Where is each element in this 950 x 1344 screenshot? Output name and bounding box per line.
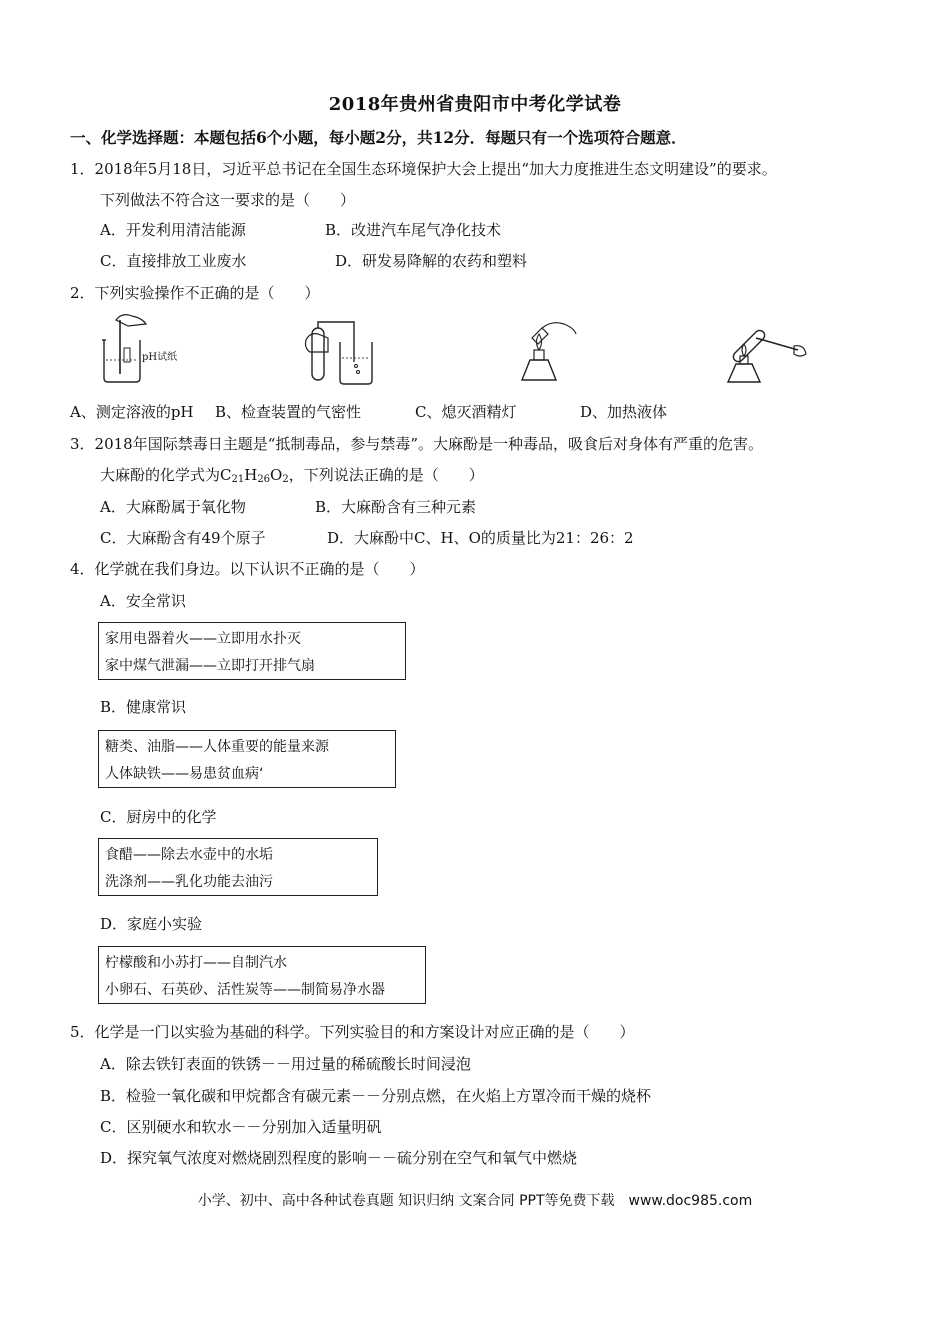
airtightness-figure <box>300 318 380 386</box>
q2-option-b: B、检查装置的气密性 <box>215 403 362 421</box>
section-heading: 一、化学选择题：本题包括6个小题，每小题2分，共12分．每题只有一个选项符合题意． <box>70 128 687 147</box>
q1-stem: 1．2018年5月18日，习近平总书记在全国生态环境保护大会上提出“加大力度推进生态文明建设”的要求。 <box>70 160 777 178</box>
formula-o: O <box>270 466 283 484</box>
q4-option-a: A．安全常识 <box>100 592 186 610</box>
q4-option-d: D．家庭小实验 <box>100 915 203 933</box>
q5-option-b: B．检验一氧化碳和甲烷都含有碳元素－－分别点燃，在火焰上方罩冷而干燥的烧杯 <box>100 1087 652 1105</box>
q1-option-c: C．直接排放工业废水 <box>100 252 247 270</box>
q1-stem-2: 下列做法不符合这一要求的是（ ） <box>100 191 356 209</box>
q1-option-b: B．改进汽车尾气净化技术 <box>325 221 502 239</box>
q3-formula-pre: 大麻酚的化学式为C <box>100 466 232 484</box>
q4-box-b-line-2: 人体缺铁——易患贫血病‘ <box>105 766 264 782</box>
q3-stem-2 <box>100 464 484 485</box>
q4-box-b <box>98 730 396 788</box>
q4-box-a-line-1: 家用电器着火——立即用水扑灭 <box>105 631 301 647</box>
q4-box-d <box>98 946 426 1004</box>
q4-box-a <box>98 622 406 680</box>
formula-sub-h: 26 <box>257 474 271 485</box>
q5-option-a: A．除去铁钉表面的铁锈－－用过量的稀硫酸长时间浸泡 <box>100 1055 471 1073</box>
q4-box-c <box>98 838 378 896</box>
q2-option-d: D、加热液体 <box>580 403 668 421</box>
q1-option-d: D．研发易降解的农药和塑料 <box>335 252 528 270</box>
q4-option-c: C．厨房中的化学 <box>100 808 217 826</box>
q3-option-c: C．大麻酚含有49个原子 <box>100 529 266 547</box>
ph-paper-label: pH试纸 <box>142 352 178 363</box>
q3-option-a: A．大麻酚属于氧化物 <box>100 498 246 516</box>
q4-box-d-line-1: 柠檬酸和小苏打——自制汽水 <box>105 955 287 971</box>
q4-box-c-line-1: 食醋——除去水壶中的水垢 <box>105 847 273 863</box>
heating-liquid-figure <box>720 314 810 386</box>
q4-box-a-line-2: 家中煤气泄漏——立即打开排气扇 <box>105 658 315 674</box>
q4-box-b-line-1: 糖类、油脂——人体重要的能量来源 <box>105 739 329 755</box>
alcohol-lamp-figure <box>512 316 582 384</box>
q5-option-d: D．探究氧气浓度对燃烧剧烈程度的影响－－硫分别在空气和氧气中燃烧 <box>100 1149 578 1167</box>
page-footer: 小学、初中、高中各种试卷真题 知识归纳 文案合同 PPT等免费下载 www.doc985.com <box>197 1193 753 1209</box>
q1-option-a: A．开发利用清洁能源 <box>100 221 246 239</box>
q4-box-c-line-2: 洗涤剂——乳化功能去油污 <box>105 874 273 890</box>
formula-sub-o: 2 <box>282 474 289 485</box>
q3-formula-post: ，下列说法正确的是（ ） <box>288 466 484 484</box>
q5-stem: 5．化学是一门以实验为基础的科学。下列实验目的和方案设计对应正确的是（ ） <box>70 1023 635 1041</box>
q2-option-a: A、测定溶液的pH <box>70 403 194 421</box>
formula-sub-c: 21 <box>231 474 245 485</box>
q3-option-d: D．大麻酚中C、H、O的质量比为21：26：2 <box>327 529 634 547</box>
q5-option-c: C．区别硬水和软水－－分别加入适量明矾 <box>100 1118 382 1136</box>
q4-box-d-line-2: 小卵石、石英砂、活性炭等——制简易净水器 <box>105 982 385 998</box>
formula-h: H <box>244 466 258 484</box>
q3-option-b: B．大麻酚含有三种元素 <box>315 498 477 516</box>
q3-stem: 3．2018年国际禁毒日主题是“抵制毒品，参与禁毒”。大麻酚是一种毒品，吸食后对身体有严重的危害。 <box>70 435 764 453</box>
page-title: 2018年贵州省贵阳市中考化学试卷 <box>328 94 622 115</box>
q2-option-c: C、熄灭酒精灯 <box>415 403 517 421</box>
q4-stem: 4．化学就在我们身边。以下认识不正确的是（ ） <box>70 560 425 578</box>
q4-option-b: B．健康常识 <box>100 698 187 716</box>
q2-stem: 2．下列实验操作不正确的是（ ） <box>70 284 320 302</box>
